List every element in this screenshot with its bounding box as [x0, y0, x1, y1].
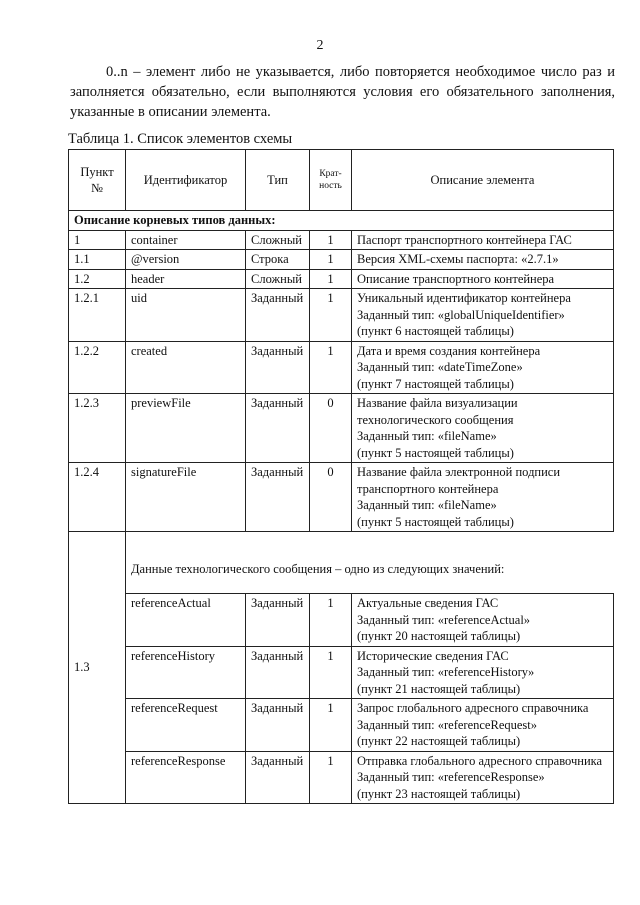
id-cell: referenceHistory — [126, 646, 246, 699]
id-cell: referenceRequest — [126, 699, 246, 752]
group-item-row — [69, 646, 614, 699]
desc-line: (пункт 20 настоящей таблицы) — [357, 629, 521, 643]
desc-cell — [352, 646, 614, 699]
num-cell: 1.2.4 — [69, 463, 126, 532]
id-cell: uid — [126, 289, 246, 342]
type-cell: Заданный — [246, 289, 310, 342]
desc-cell — [352, 751, 614, 804]
desc-line: Заданный тип: «referenceHistory» — [357, 665, 535, 679]
table-header-row — [69, 150, 614, 211]
desc-line: (пункт 6 настоящей таблицы) — [357, 324, 514, 338]
table-row — [69, 250, 614, 270]
desc-line: Заданный тип: «referenceResponse» — [357, 770, 545, 784]
desc-line: Заданный тип: «fileName» — [357, 429, 497, 443]
mult-cell: 1 — [310, 646, 352, 699]
num-cell: 1 — [69, 230, 126, 250]
type-cell: Сложный — [246, 230, 310, 250]
mult-cell: 1 — [310, 699, 352, 752]
table-row — [69, 269, 614, 289]
desc-line: (пункт 5 настоящей таблицы) — [357, 514, 514, 529]
desc-line: Заданный тип: «referenceRequest» — [357, 717, 537, 732]
desc-line: (пункт 5 настоящей таблицы) — [357, 445, 514, 460]
id-cell: referenceActual — [126, 594, 246, 647]
desc-line: Отправка глобального адресного справочника — [357, 753, 603, 768]
group-item-row — [69, 751, 614, 804]
header-type: Тип — [246, 150, 310, 211]
desc-line: Дата и время создания контейнера — [357, 343, 541, 358]
mult-cell: 1 — [310, 230, 352, 250]
desc-line: Заданный тип: «globalUniqueIdentifier» — [357, 307, 565, 322]
type-cell: Заданный — [246, 646, 310, 699]
num-cell: 1.2.2 — [69, 341, 126, 394]
table-row — [69, 341, 614, 394]
type-cell: Строка — [246, 250, 310, 270]
desc-cell — [352, 250, 614, 270]
header-id: Идентификатор — [126, 150, 246, 211]
mult-cell: 0 — [310, 463, 352, 532]
schema-table-wrapper — [68, 149, 614, 801]
type-cell: Заданный — [246, 594, 310, 647]
desc-line: Запрос глобального адресного справочника — [357, 701, 589, 715]
id-cell: previewFile — [126, 394, 246, 463]
group-num-cell: 1.3 — [69, 532, 126, 804]
id-cell: created — [126, 341, 246, 394]
desc-cell — [352, 463, 614, 532]
mult-cell: 1 — [310, 341, 352, 394]
page-number: 2 — [316, 38, 324, 53]
section-row — [69, 211, 614, 231]
num-cell: 1.2.1 — [69, 289, 126, 342]
desc-cell — [352, 394, 614, 463]
section-title: Описание корневых типов данных: — [69, 211, 614, 231]
mult-cell: 1 — [310, 751, 352, 804]
type-cell: Заданный — [246, 341, 310, 394]
num-cell: 1.2.3 — [69, 394, 126, 463]
mult-cell: 1 — [310, 594, 352, 647]
type-cell: Заданный — [246, 699, 310, 752]
desc-cell — [352, 269, 614, 289]
desc-line: Уникальный идентификатор контейнера — [357, 291, 571, 305]
table-row — [69, 230, 614, 250]
desc-cell — [352, 594, 614, 647]
mult-cell: 1 — [310, 269, 352, 289]
id-cell: referenceResponse — [126, 751, 246, 804]
id-cell: container — [126, 230, 246, 250]
desc-line: Описание транспортного контейнера — [357, 271, 555, 286]
desc-line: (пункт 7 настоящей таблицы) — [357, 376, 514, 391]
desc-line: Паспорт транспортного контейнера ГАС — [357, 232, 572, 247]
num-cell: 1.1 — [69, 250, 126, 270]
desc-line: Актуальные сведения ГАС — [357, 596, 499, 610]
type-cell: Заданный — [246, 394, 310, 463]
mult-cell: 1 — [310, 250, 352, 270]
desc-cell — [352, 230, 614, 250]
desc-line: Название файла визуализации технологического сообщения — [357, 396, 518, 427]
desc-line: Название файла электронной подписи транспортного контейнера — [357, 465, 561, 496]
type-cell: Сложный — [246, 269, 310, 289]
group-intro-row — [69, 532, 614, 594]
group-intro-cell: Данные технологического сообщения – одно из следующих значений: — [126, 532, 614, 594]
schema-table — [68, 149, 614, 804]
num-cell: 1.2 — [69, 269, 126, 289]
header-desc: Описание элемента — [352, 150, 614, 211]
desc-line: Исторические сведения ГАС — [357, 648, 509, 663]
intro-paragraph: 0..n – элемент либо не указывается, либо повторяется необходимое число раз и заполняется обязательно, если выполняются условия его обязательного заполнения, указанные в описании элемента. — [70, 64, 615, 120]
desc-line: (пункт 21 настоящей таблицы) — [357, 681, 521, 696]
desc-line: Заданный тип: «dateTimeZone» — [357, 360, 523, 374]
mult-cell: 1 — [310, 289, 352, 342]
group-item-row — [69, 594, 614, 647]
desc-line: Заданный тип: «fileName» — [357, 498, 497, 512]
desc-line: Заданный тип: «referenceActual» — [357, 612, 531, 627]
id-cell: signatureFile — [126, 463, 246, 532]
group-item-row — [69, 699, 614, 752]
table-row — [69, 394, 614, 463]
desc-line: (пункт 22 настоящей таблицы) — [357, 734, 521, 748]
type-cell: Заданный — [246, 751, 310, 804]
desc-line: (пункт 23 настоящей таблицы) — [357, 786, 521, 801]
desc-cell — [352, 699, 614, 752]
table-row — [69, 289, 614, 342]
desc-cell — [352, 341, 614, 394]
desc-line: Версия XML-схемы паспорта: «2.7.1» — [357, 252, 559, 266]
id-cell: header — [126, 269, 246, 289]
header-num: Пункт № — [69, 150, 126, 211]
mult-cell: 0 — [310, 394, 352, 463]
desc-cell — [352, 289, 614, 342]
table-row — [69, 463, 614, 532]
type-cell: Заданный — [246, 463, 310, 532]
table-caption: Таблица 1. Список элементов схемы — [68, 131, 293, 147]
header-mult: Крат-ность — [310, 150, 352, 211]
id-cell: @version — [126, 250, 246, 270]
